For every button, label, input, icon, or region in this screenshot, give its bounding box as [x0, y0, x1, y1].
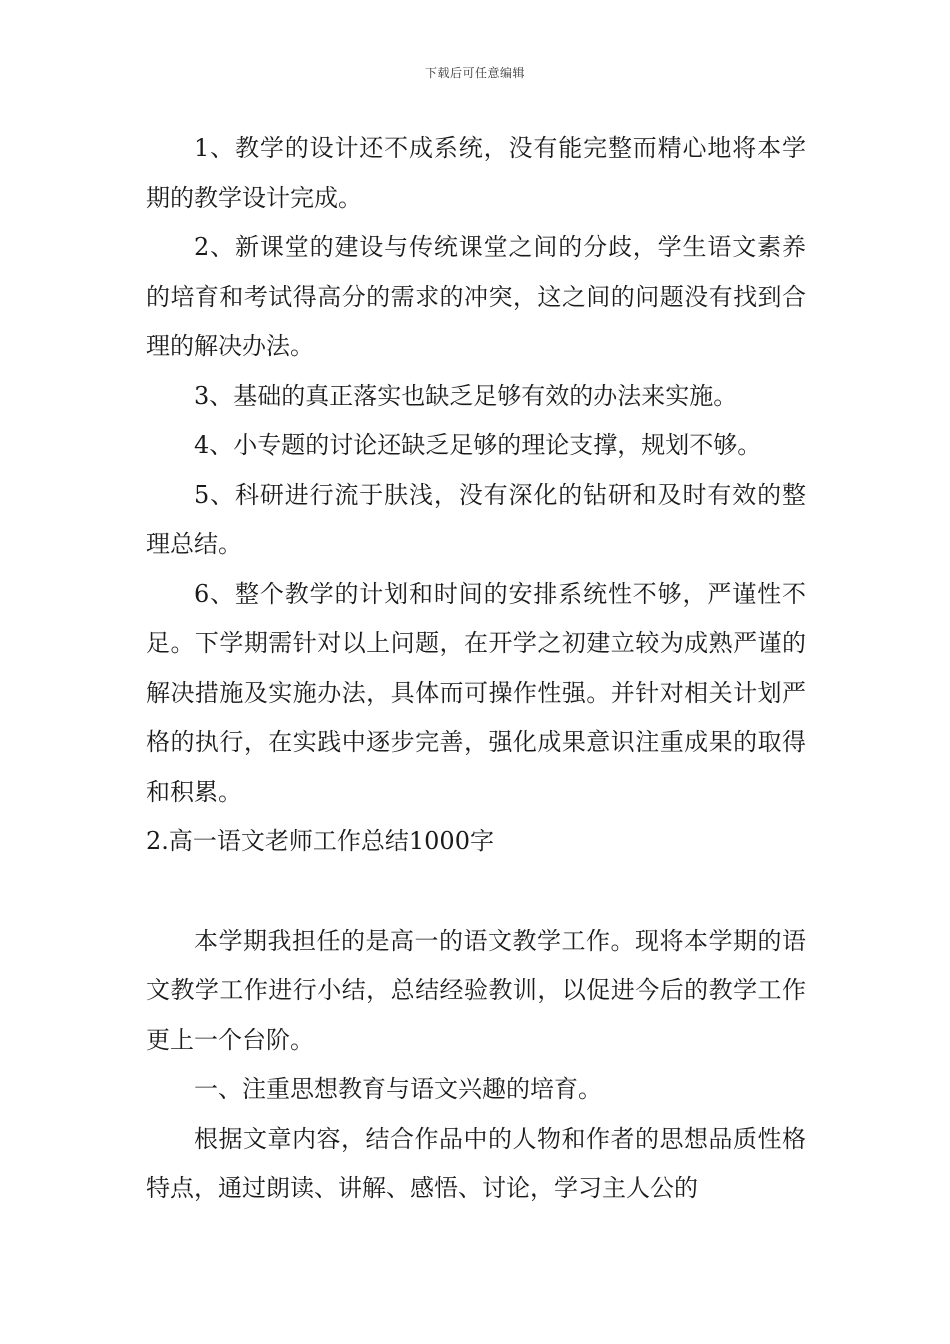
document-body	[146, 124, 806, 1214]
list-item: 4、小专题的讨论还缺乏足够的理论支撑，规划不够。	[194, 431, 762, 459]
list-item: 1、教学的设计还不成系统，没有能完整而精心地将本学期的教学设计完成。	[146, 134, 806, 212]
intro-paragraph: 本学期我担任的是高一的语文教学工作。现将本学期的语文教学工作进行小结，总结经验教训，以促进今后的教学工作更上一个台阶。	[146, 926, 806, 1054]
list-item: 5、科研进行流于肤浅，没有深化的钻研和及时有效的整理总结。	[146, 480, 806, 558]
section-title: 2.高一语文老师工作总结1000字	[146, 827, 494, 855]
list-item: 2、新课堂的建设与传统课堂之间的分歧，学生语文素养的培育和考试得高分的需求的冲突，这之间的问题没有找到合理的解决办法。	[146, 233, 806, 360]
list-item: 6、整个教学的计划和时间的安排系统性不够，严谨性不足。下学期需针对以上问题，在开学之初建立较为成熟严谨的解决措施及实施办法，具体而可操作性强。并针对相关计划严格的执行，在实践中逐步完善，强化成果意识注重成果的取得和积累。	[146, 579, 806, 806]
page-header: 下载后可任意编辑	[424, 66, 525, 80]
list-item: 3、基础的真正落实也缺乏足够有效的办法来实施。	[194, 381, 738, 410]
blank-line	[146, 867, 806, 917]
subheading: 一、注重思想教育与语文兴趣的培育。	[194, 1075, 602, 1103]
body-paragraph: 根据文章内容，结合作品中的人物和作者的思想品质性格特点，通过朗读、讲解、感悟、讨论，学习主人公的	[146, 1124, 806, 1202]
